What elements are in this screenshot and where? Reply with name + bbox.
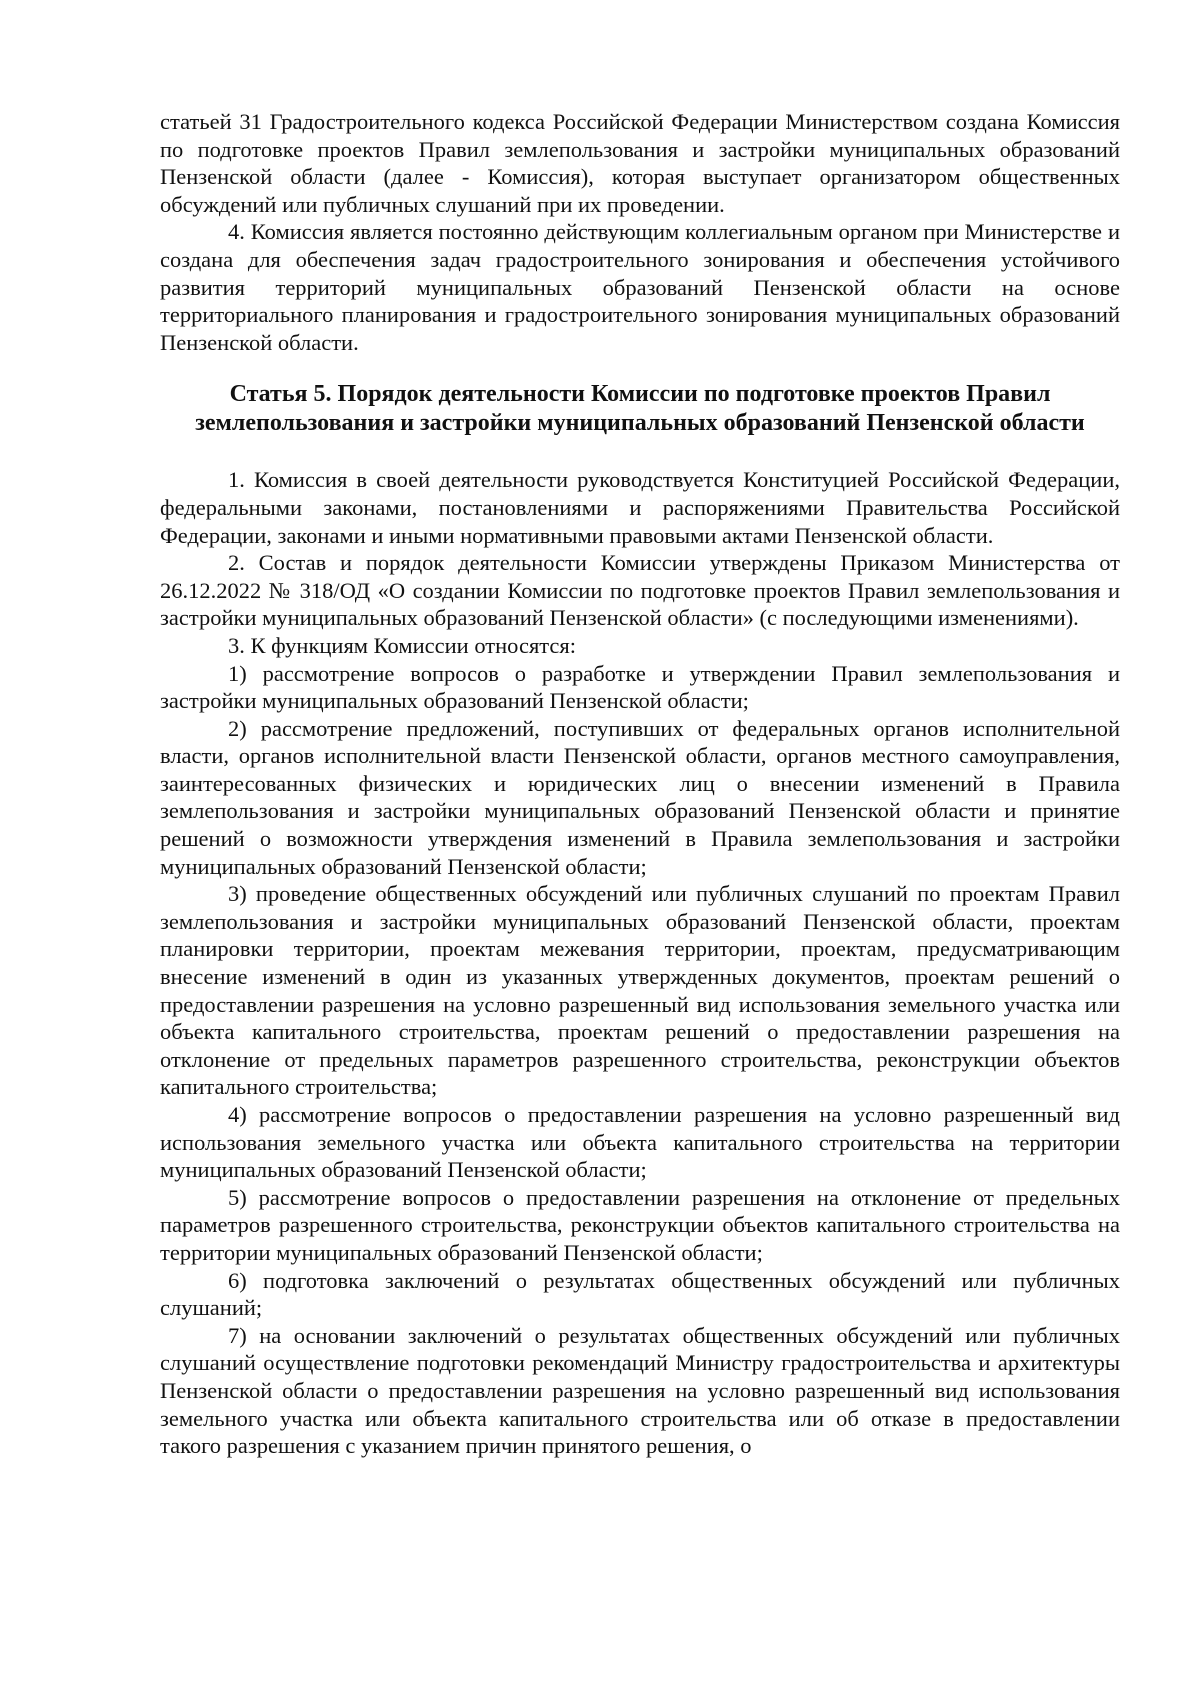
function-item-2: 2) рассмотрение предложений, поступивших от федеральных органов исполнительной власти, органов исполнительной власти Пензенской области, органов местного самоуправления, заинтересованных физических и юридических лиц о внесении изменений в Правила землепользования и застройки муниципальных образований Пензенской области и принятие решений о возможности утверждения изменений в Правила землепользования и застройки муниципальных образований Пензенской области;	[160, 715, 1120, 879]
function-item-4: 4) рассмотрение вопросов о предоставлении разрешения на условно разрешенный вид использования земельного участка или объекта капитального строительства на территории муниципальных образований Пензенской области;	[160, 1102, 1120, 1183]
function-item-6: 6) подготовка заключений о результатах общественных обсуждений или публичных слушаний;	[160, 1267, 1120, 1321]
function-item-1: 1) рассмотрение вопросов о разработке и утверждении Правил землепользования и застройки муниципальных образований Пензенской области;	[160, 660, 1120, 714]
paragraph-2: 2. Состав и порядок деятельности Комиссии утверждены Приказом Министерства от 26.12.2022 № 318/ОД «О создании Комиссии по подготовке проектов Правил землепользования и застройки муниципальных образований Пензенской области» (с последующими изменениями).	[160, 550, 1120, 631]
function-item-7: 7) на основании заключений о результатах общественных обсуждений или публичных слушаний осуществление подготовки рекомендаций Министру градостроительства и архитектуры Пензенской области о предоставлении разрешения на условно разрешенный вид использования земельного участка или объекта капитального строительства или об отказе в предоставлении такого разрешения с указанием причин принятого решения, о	[160, 1322, 1120, 1459]
article-heading: Статья 5. Порядок деятельности Комиссии по подготовке проектов Правил землепользования и застройки муниципальных образований Пензенской области	[195, 381, 1085, 437]
paragraph-3: 3. К функциям Комиссии относятся:	[228, 632, 577, 658]
document-page	[160, 108, 1120, 1460]
continuation-paragraph: статьей 31 Градостроительного кодекса Российской Федерации Министерством создана Комиссия по подготовке проектов Правил землепользования и застройки муниципальных образований Пензенской области (далее - Комиссия), которая выступает организатором общественных обсуждений или публичных слушаний при их проведении.	[160, 109, 1120, 217]
function-item-5: 5) рассмотрение вопросов о предоставлении разрешения на отклонение от предельных параметров разрешенного строительства, реконструкции объектов капитального строительства на территории муниципальных образований Пензенской области;	[160, 1184, 1120, 1265]
function-item-3: 3) проведение общественных обсуждений или публичных слушаний по проектам Правил землепользования и застройки муниципальных образований Пензенской области, проектам планировки территории, проектам межевания территории, проектам, предусматривающим внесение изменений в один из указанных утвержденных документов, проектам решений о предоставлении разрешения на условно разрешенный вид использования земельного участка или объекта капитального строительства, проектам решений о предоставлении разрешения на отклонение от предельных параметров разрешенного строительства, реконструкции объектов капитального строительства;	[160, 881, 1120, 1100]
paragraph-item-4: 4. Комиссия является постоянно действующим коллегиальным органом при Министерстве и создана для обеспечения задач градостроительного зонирования и обеспечения устойчивого развития территорий муниципальных образований Пензенской области на основе территориального планирования и градостроительного зонирования муниципальных образований Пензенской области.	[160, 219, 1120, 355]
paragraph-1: 1. Комиссия в своей деятельности руководствуется Конституцией Российской Федерации, федеральными законами, постановлениями и распоряжениями Правительства Российской Федерации, законами и иными нормативными правовыми актами Пензенской области.	[160, 467, 1120, 548]
